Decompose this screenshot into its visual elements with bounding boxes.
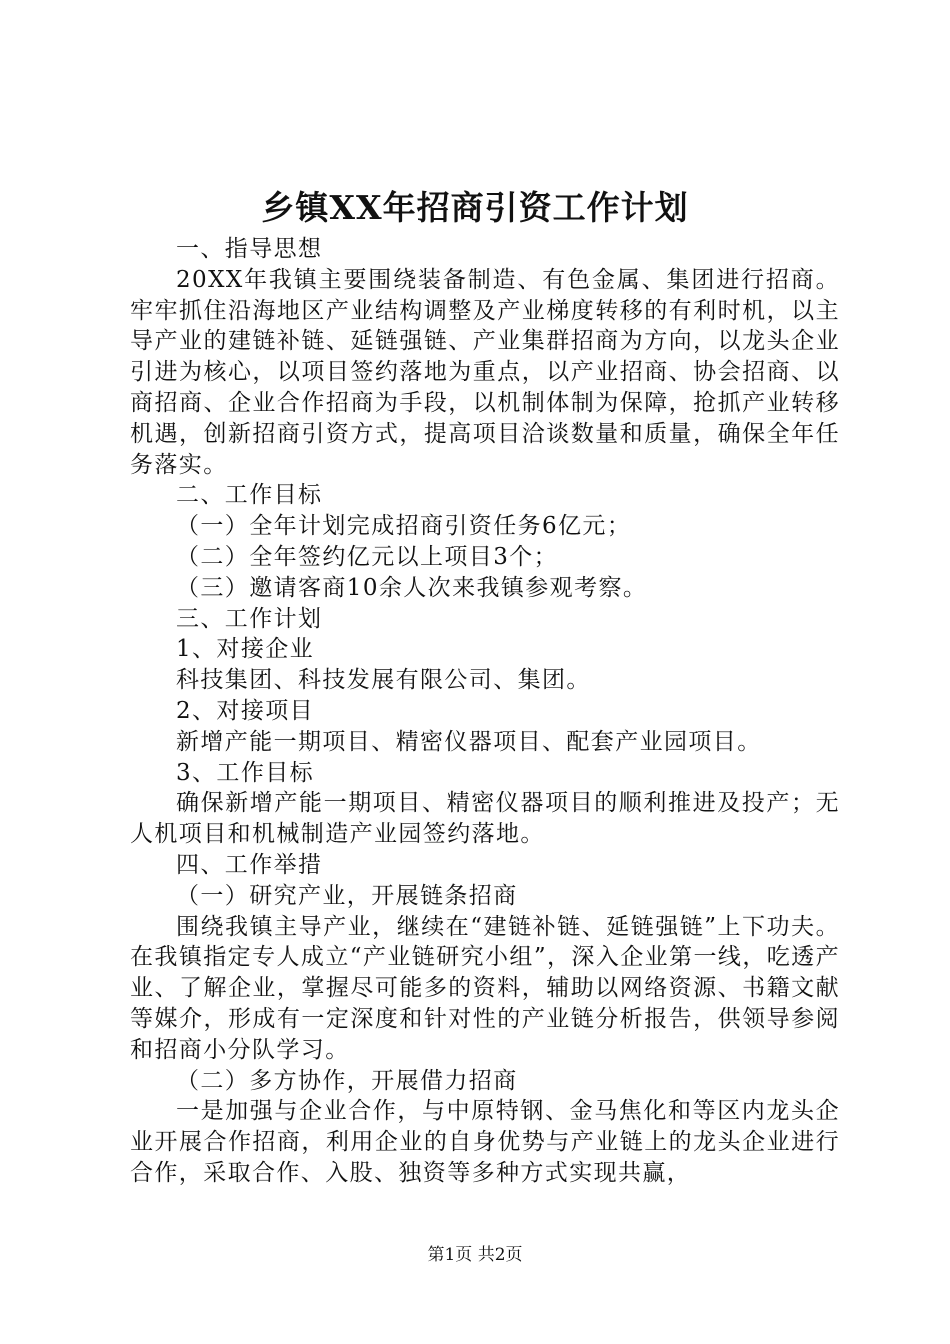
subsection-heading: （二）多方协作，开展借力招商 [176, 1067, 518, 1094]
paragraph: 20XX年我镇主要围绕装备制造、有色金属、集团进行招商。牢牢抓住沿海地区产业结构调整及产业梯度转移的有利时机，以主导产业的建链补链、延链强链、产业集群招商为方向，以龙头企业引进为核心，以项目签约落地为重点，以产业招商、协会招商、以商招商、企业合作招商为手段，以机制体制为保障，抢抓产业转移机遇，创新招商引资方式，提高项目洽谈数量和质量，确保全年任务落实。 [130, 266, 840, 478]
list-item: （二）全年签约亿元以上项目3个； [176, 543, 559, 570]
paragraph: 一是加强与企业合作，与中原特钢、金马焦化和等区内龙头企业开展合作招商，利用企业的自身优势与产业链上的龙头企业进行合作，采取合作、入股、独资等多种方式实现共赢， [130, 1098, 840, 1186]
paragraph: 确保新增产能一期项目、精密仪器项目的顺利推进及投产；无人机项目和机械制造产业园签约落地。 [130, 790, 840, 848]
list-item: （三）邀请客商10余人次来我镇参观考察。 [176, 574, 648, 601]
document-title: 乡镇XX年招商引资工作计划 [261, 188, 689, 227]
document-body [130, 234, 840, 1189]
section-heading: 二、工作目标 [176, 482, 323, 509]
subsection-heading: （一）研究产业，开展链条招商 [176, 882, 518, 909]
page-number: 第1页 共2页 [427, 1245, 523, 1265]
section-heading: 三、工作计划 [176, 605, 323, 632]
subsection-heading: 2、对接项目 [176, 697, 315, 724]
subsection-heading: 3、工作目标 [176, 759, 315, 786]
list-item: （一）全年计划完成招商引资任务6亿元； [176, 513, 632, 540]
paragraph: 围绕我镇主导产业，继续在“建链补链、延链强链”上下功夫。在我镇指定专人成立“产业链研究小组”，深入企业第一线，吃透产业、了解企业，掌握尽可能多的资料，辅助以网络资源、书籍文献等媒介，形成有一定深度和针对性的产业链分析报告，供领导参阅和招商小分队学习。 [130, 913, 840, 1063]
subsection-heading: 1、对接企业 [176, 636, 315, 663]
paragraph: 科技集团、科技发展有限公司、集团。 [176, 667, 591, 694]
paragraph: 新增产能一期项目、精密仪器项目、配套产业园项目。 [176, 728, 762, 755]
section-heading: 四、工作举措 [176, 851, 323, 878]
section-heading: 一、指导思想 [176, 236, 323, 262]
